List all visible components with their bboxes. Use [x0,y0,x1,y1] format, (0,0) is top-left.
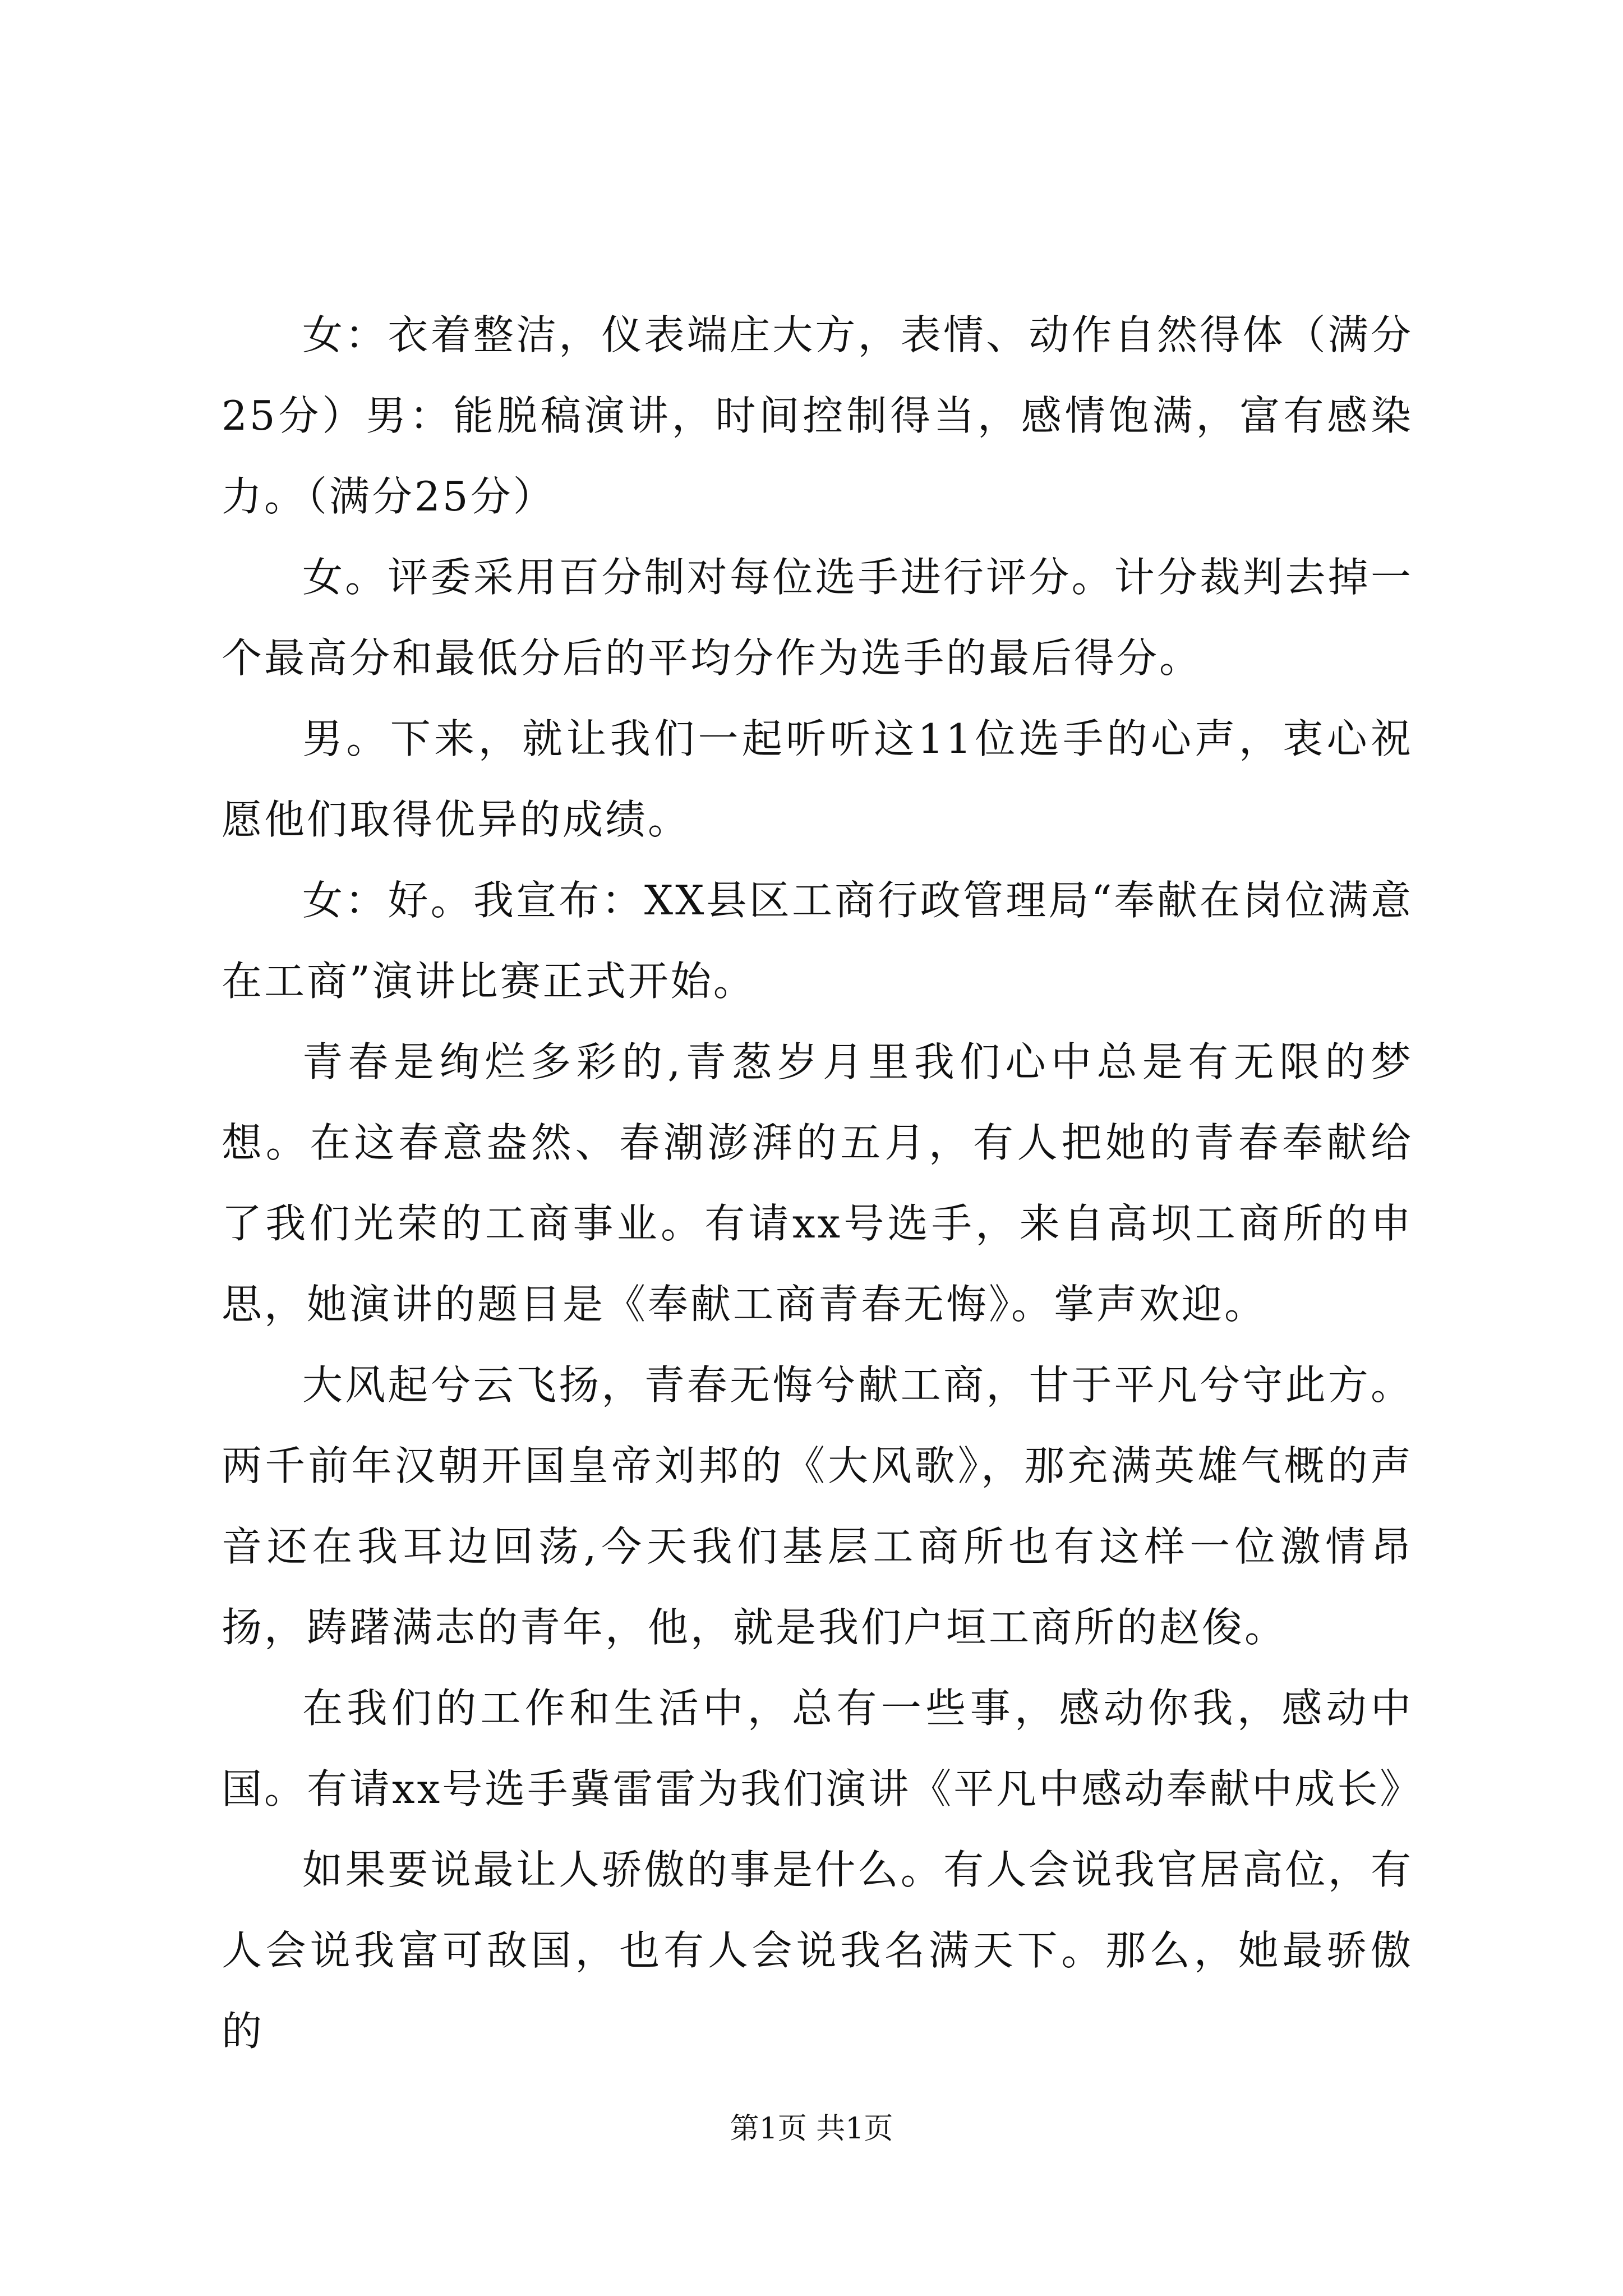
paragraph-7: 在我们的工作和生活中，总有一些事，感动你我，感动中国。有请xx号选手冀雷雷为我们演讲《平凡中感动奉献中成长》 [222,1685,1423,1812]
paragraph-1: 女：衣着整洁，仪表端庄大方，表情、动作自然得体（满分25分）男：能脱稿演讲，时间控制得当，感情饱满，富有感染力。（满分25分） [222,311,1413,520]
paragraph-2: 女。评委采用百分制对每位选手进行评分。计分裁判去掉一个最高分和最低分后的平均分作为选手的最后得分。 [222,554,1413,682]
paragraph-5: 青春是绚烂多彩的,青葱岁月里我们心中总是有无限的梦想。在这春意盎然、春潮澎湃的五月，有人把她的青春奉献给了我们光荣的工商事业。有请xx号选手，来自高坝工商所的申思，她演讲的题目是《奉献工商青春无悔》。掌声欢迎。 [222,1038,1413,1328]
document-body [222,295,1423,2072]
paragraph-8: 如果要说最让人骄傲的事是什么。有人会说我官居高位，有人会说我富可敌国，也有人会说我名满天下。那么，她最骄傲的 [222,1846,1413,2055]
paragraph-6: 大风起兮云飞扬，青春无悔兮献工商，甘于平凡兮守此方。两千前年汉朝开国皇帝刘邦的《大风歌》，那充满英雄气概的声音还在我耳边回荡,今天我们基层工商所也有这样一位激情昂扬，踌躇满志的青年，他，就是我们户垣工商所的赵俊。 [222,1361,1413,1651]
page-number-footer: 第1页 共1页 [730,2112,893,2146]
paragraph-4: 女：好。我宣布：XX县区工商行政管理局“奉献在岗位满意在工商”演讲比赛正式开始。 [222,877,1413,1005]
paragraph-3: 男。下来，就让我们一起听听这11位选手的心声，衷心祝愿他们取得优异的成绩。 [222,715,1413,843]
